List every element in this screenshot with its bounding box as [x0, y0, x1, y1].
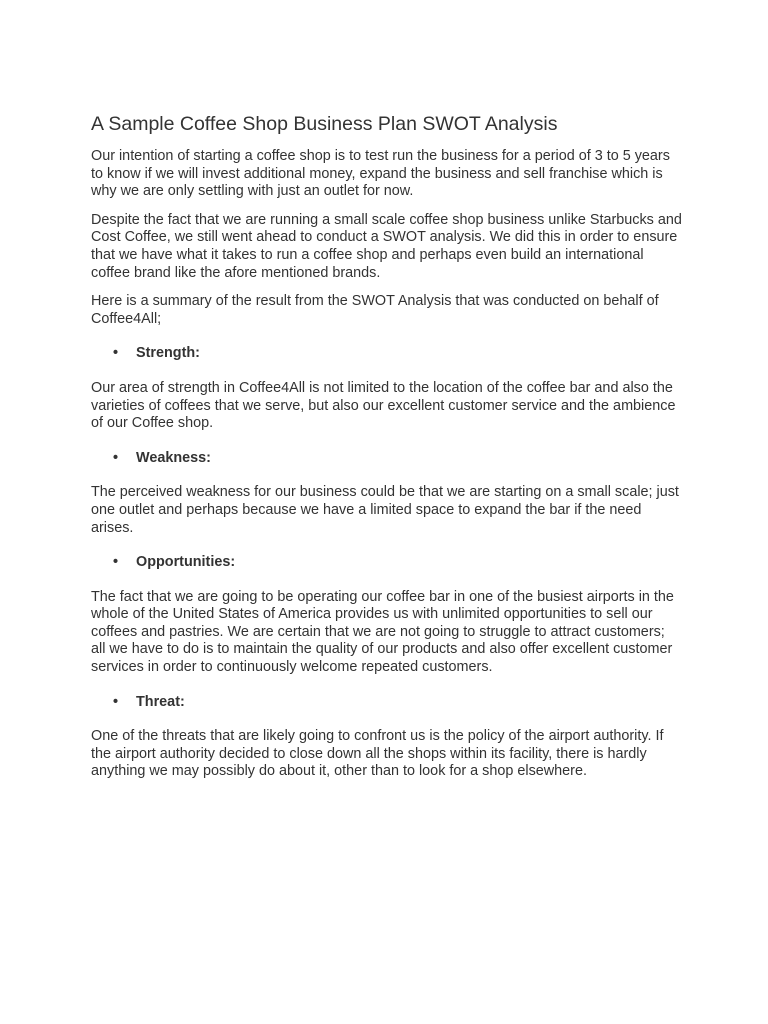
section-body-strength: Our area of strength in Coffee4All is not limited to the location of the coffee bar and also the varieties of coffees that we serve, but also our excellent customer service and the ambience of our Coffee shop.	[91, 379, 676, 432]
section-heading-label: Threat:	[136, 693, 185, 710]
section-heading-opportunities	[91, 554, 682, 572]
bullet-list-threat	[91, 694, 682, 712]
intro-paragraph: Here is a summary of the result from the SWOT Analysis that was conducted on behalf of Coffee4All;	[91, 293, 659, 327]
section-body-opportunities: The fact that we are going to be operating our coffee bar in one of the busiest airports in the whole of the United States of America provides us with unlimited opportunities to sell our coffees and pastries. We are certain that we are not going to struggle to attract customers; all we have to do is to maintain the quality of our products and also offer excellent customer services in order to continuously welcome repeated customers.	[91, 588, 674, 676]
bullet-icon: •	[113, 693, 119, 710]
section-heading-threat	[91, 694, 682, 712]
intro-paragraph: Our intention of starting a coffee shop is to test run the business for a period of 3 to 5 years to know if we will invest additional money, expand the business and sell franchise which is why we are only settling with just an outlet for now.	[91, 148, 670, 200]
section-heading-label: Weakness:	[136, 449, 211, 466]
bullet-icon: •	[113, 345, 119, 362]
section-body-threat: One of the threats that are likely going to confront us is the policy of the airport authority. If the airport authority decided to close down all the shops within its facility, there is hardly anything we may possibly do about it, other than to look for a shop elsewhere.	[91, 728, 664, 780]
bullet-list-opportunities	[91, 554, 682, 572]
intro-paragraph: Despite the fact that we are running a small scale coffee shop business unlike Starbucks and Cost Coffee, we still went ahead to conduct a SWOT analysis. We did this in order to ensure that we have what it takes to run a coffee shop and perhaps even build an international coffee brand like the afore mentioned brands.	[91, 211, 682, 281]
bullet-icon: •	[113, 554, 119, 571]
section-body-weakness: The perceived weakness for our business could be that we are starting on a small scale; just one outlet and perhaps because we have a limited space to expand the bar if the need arises.	[91, 484, 679, 536]
page-title: A Sample Coffee Shop Business Plan SWOT Analysis	[91, 113, 558, 135]
bullet-icon: •	[113, 449, 119, 466]
section-heading-label: Strength:	[136, 345, 200, 362]
bullet-list-weakness	[91, 450, 682, 468]
section-heading-label: Opportunities:	[136, 554, 236, 571]
section-heading-strength	[91, 345, 682, 363]
bullet-list-strength	[91, 345, 682, 363]
section-heading-weakness	[91, 450, 682, 468]
